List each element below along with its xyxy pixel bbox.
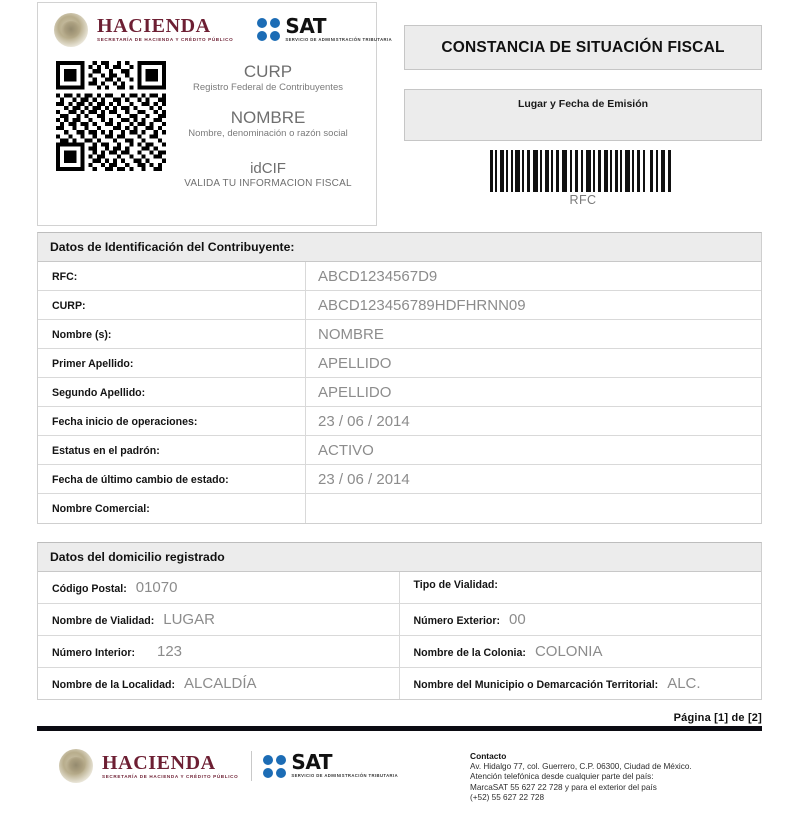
rfc-barcode-block xyxy=(404,150,762,207)
nombre-title: NOMBRE xyxy=(230,108,306,127)
domicile-cell xyxy=(38,668,400,699)
table-row xyxy=(38,378,761,407)
sat-brand xyxy=(291,750,399,779)
row-label: Nombre (s): xyxy=(38,320,306,348)
row-label: RFC: xyxy=(38,262,306,290)
field-value: COLONIA xyxy=(534,643,603,660)
domicile-cell xyxy=(400,636,762,667)
table-row xyxy=(38,494,761,523)
row-label: Nombre Comercial: xyxy=(38,494,306,523)
domicile-cell xyxy=(400,668,762,699)
domicile-cell xyxy=(38,604,400,635)
row-value: ABCD1234567D9 xyxy=(318,267,438,285)
curp-subtitle: Registro Federal de Contribuyentes xyxy=(193,82,343,93)
table-row xyxy=(38,291,761,320)
spacer xyxy=(170,94,366,107)
hacienda-brand xyxy=(102,753,238,780)
sat-brand xyxy=(285,13,393,43)
brand-divider xyxy=(251,751,252,781)
contact-title: Contacto xyxy=(470,751,507,761)
mexico-coat-of-arms-icon xyxy=(59,749,93,783)
curp-title: CURP xyxy=(243,62,293,81)
table-row xyxy=(38,436,761,465)
qr-code-icon xyxy=(52,57,170,175)
sat-wordmark: SAT xyxy=(291,750,333,774)
table-row xyxy=(38,636,761,668)
row-value: ABCD123456789HDFHRNN09 xyxy=(318,296,526,314)
sat-subtitle: SERVICIO DE ADMINISTRACIÓN TRIBUTARIA xyxy=(285,36,393,42)
hacienda-subtitle: SECRETARÍA DE HACIENDA Y CRÉDITO PÚBLICO xyxy=(102,773,239,779)
domicile-rows xyxy=(38,572,761,699)
hacienda-brand xyxy=(97,16,233,43)
table-row xyxy=(38,320,761,349)
field-label: Nombre de Vialidad: xyxy=(52,615,155,627)
field-label: Tipo de Vialidad: xyxy=(413,579,498,591)
field-value: 00 xyxy=(509,611,526,628)
hacienda-wordmark: HACIENDA xyxy=(97,15,211,37)
row-label: Estatus en el padrón: xyxy=(38,436,306,464)
row-label: Primer Apellido: xyxy=(38,349,306,377)
table-row xyxy=(38,604,761,636)
spacer xyxy=(170,140,366,159)
sat-dots-icon xyxy=(263,755,286,778)
table-row xyxy=(38,349,761,378)
field-value: ALC. xyxy=(667,675,701,692)
cif-label-stack xyxy=(170,51,366,190)
identification-rows xyxy=(38,262,761,523)
row-value: ACTIVO xyxy=(318,441,374,459)
idcif-subtitle: VALIDA TU INFORMACION FISCAL xyxy=(184,178,352,189)
table-row xyxy=(38,572,761,604)
mexico-coat-of-arms-icon xyxy=(54,13,88,47)
row-value: 23 / 06 / 2014 xyxy=(318,470,410,488)
table-row xyxy=(38,407,761,436)
document-body xyxy=(0,232,799,700)
page-title: CONSTANCIA DE SITUACIÓN FISCAL xyxy=(441,38,725,56)
document-footer xyxy=(0,731,799,804)
field-label: Número Exterior: xyxy=(413,615,501,627)
field-label: Código Postal: xyxy=(52,583,127,595)
row-label: Fecha inicio de operaciones: xyxy=(38,407,306,435)
field-value: ALCALDÍA xyxy=(184,675,257,692)
barcode-icon xyxy=(488,150,678,192)
row-label: Segundo Apellido: xyxy=(38,378,306,406)
barcode-caption: RFC xyxy=(569,193,597,207)
hacienda-wordmark: HACIENDA xyxy=(102,751,216,774)
sat-subtitle: SERVICIO DE ADMINISTRACIÓN TRIBUTARIA xyxy=(291,773,399,778)
cif-card xyxy=(37,2,393,226)
row-label: Fecha de último cambio de estado: xyxy=(38,465,306,493)
table-row xyxy=(38,668,761,699)
domicile-cell xyxy=(400,604,762,635)
contact-block xyxy=(470,749,692,804)
field-label: Número Interior: xyxy=(52,647,135,659)
hacienda-subtitle: SECRETARÍA DE HACIENDA Y CRÉDITO PÚBLICO xyxy=(97,37,234,42)
domicile-cell xyxy=(38,636,400,667)
page-number: Página [1] de [2] xyxy=(673,712,762,724)
row-label: CURP: xyxy=(38,291,306,319)
document-header xyxy=(0,0,799,232)
identification-section-heading: Datos de Identificación del Contribuyente: xyxy=(38,233,761,262)
row-value: APELLIDO xyxy=(318,383,392,401)
field-label: Nombre del Municipio o Demarcación Territorial: xyxy=(413,679,659,691)
row-value: 23 / 06 / 2014 xyxy=(318,412,410,430)
emission-place-date-box xyxy=(404,89,762,141)
idcif-title: idCIF xyxy=(250,160,286,177)
table-row xyxy=(38,262,761,291)
sat-wordmark: SAT xyxy=(285,13,327,38)
emission-label: Lugar y Fecha de Emisión xyxy=(517,98,649,110)
domicile-section-heading: Datos del domicilio registrado xyxy=(38,543,761,572)
header-brand-row xyxy=(38,3,393,47)
document-title-box xyxy=(404,25,762,70)
contact-international-phone: (+52) 55 627 22 728 xyxy=(470,793,545,803)
cif-card-body xyxy=(38,47,376,190)
identification-section xyxy=(37,232,762,524)
nombre-subtitle: Nombre, denominación o razón social xyxy=(188,128,348,139)
contact-phone-note: Atención telefónica desde cualquier parte del país: xyxy=(470,772,654,782)
contact-address: Av. Hidalgo 77, col. Guerrero, C.P. 06300, Ciudad de México. xyxy=(470,762,692,771)
field-value: 123 xyxy=(157,643,183,660)
field-value: LUGAR xyxy=(163,611,215,628)
table-row xyxy=(38,465,761,494)
domicile-cell xyxy=(400,572,762,603)
footer-brand-row xyxy=(37,749,398,783)
row-value: APELLIDO xyxy=(318,354,392,372)
field-label: Nombre de la Colonia: xyxy=(413,647,526,659)
domicile-cell xyxy=(38,572,400,603)
domicile-section xyxy=(37,542,762,700)
field-label: Nombre de la Localidad: xyxy=(52,679,176,691)
field-value: 01070 xyxy=(135,579,178,596)
row-value xyxy=(306,494,761,523)
row-value: NOMBRE xyxy=(318,325,384,343)
contact-marcasat: MarcaSAT 55 627 22 728 y para el exterior del país xyxy=(470,782,657,792)
sat-dots-icon xyxy=(257,18,280,41)
